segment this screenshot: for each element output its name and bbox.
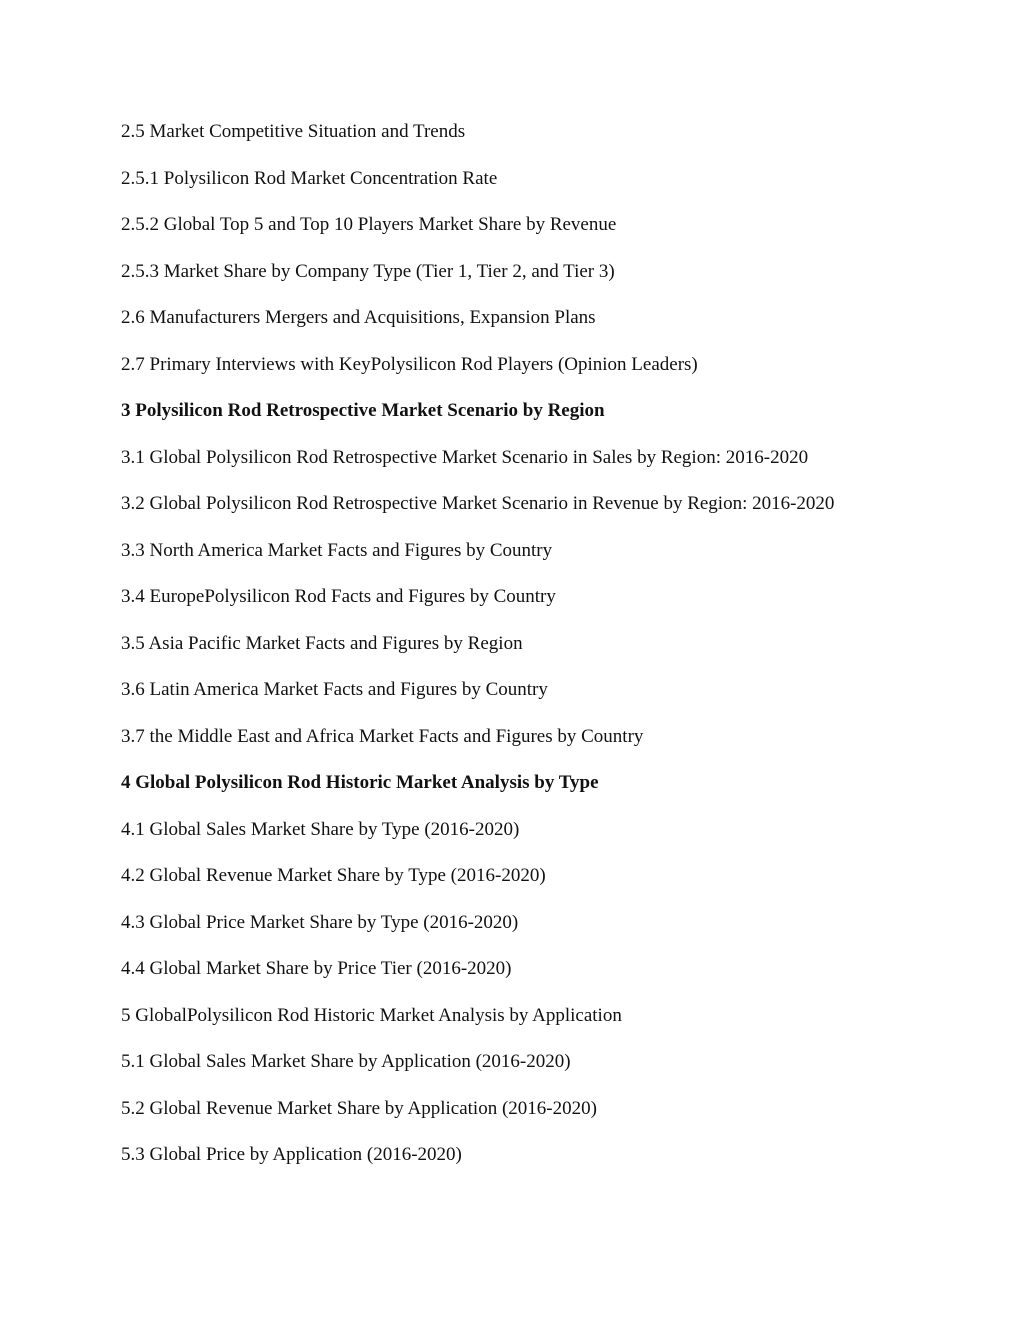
table-of-contents [121,118,981,1188]
toc-entry-3-1: 3.1 Global Polysilicon Rod Retrospective Market Scenario in Sales by Region: 2016-2020 [121,446,809,468]
toc-entry-2-5-3: 2.5.3 Market Share by Company Type (Tier 1, Tier 2, and Tier 3) [121,260,615,282]
toc-section-heading-4: 4 Global Polysilicon Rod Historic Market Analysis by Type [121,772,599,793]
toc-section-heading-5: 5 GlobalPolysilicon Rod Historic Market Analysis by Application [121,1004,622,1026]
toc-entry-4-3: 4.3 Global Price Market Share by Type (2016-2020) [121,911,519,933]
toc-entry-3-6: 3.6 Latin America Market Facts and Figures by Country [121,679,548,700]
toc-entry-2-6: 2.6 Manufacturers Mergers and Acquisitions, Expansion Plans [121,307,596,328]
toc-entry-3-3: 3.3 North America Market Facts and Figures by Country [121,539,553,561]
toc-entry-2-7: 2.7 Primary Interviews with KeyPolysilicon Rod Players (Opinion Leaders) [121,353,698,375]
toc-entry-5-1: 5.1 Global Sales Market Share by Application (2016-2020) [121,1051,571,1072]
toc-entry-5-2: 5.2 Global Revenue Market Share by Application (2016-2020) [121,1097,597,1119]
toc-entry-2-5-1: 2.5.1 Polysilicon Rod Market Concentration Rate [121,167,498,189]
toc-entry-2-5: 2.5 Market Competitive Situation and Trends [121,121,466,142]
toc-entry-2-5-2: 2.5.2 Global Top 5 and Top 10 Players Market Share by Revenue [121,214,617,235]
toc-entry-3-5: 3.5 Asia Pacific Market Facts and Figures by Region [121,632,523,654]
toc-entry-4-2: 4.2 Global Revenue Market Share by Type (2016-2020) [121,865,546,886]
toc-entry-3-2: 3.2 Global Polysilicon Rod Retrospective Market Scenario in Revenue by Region: 2016-2020 [121,493,835,514]
toc-entry-3-7: 3.7 the Middle East and Africa Market Facts and Figures by Country [121,725,644,747]
toc-entry-5-3: 5.3 Global Price by Application (2016-2020) [121,1144,462,1165]
toc-entry-3-4: 3.4 EuropePolysilicon Rod Facts and Figures by Country [121,586,556,607]
toc-entry-4-1: 4.1 Global Sales Market Share by Type (2016-2020) [121,818,520,840]
toc-section-heading-3: 3 Polysilicon Rod Retrospective Market Scenario by Region [121,400,605,421]
toc-entry-4-4: 4.4 Global Market Share by Price Tier (2016-2020) [121,958,512,979]
